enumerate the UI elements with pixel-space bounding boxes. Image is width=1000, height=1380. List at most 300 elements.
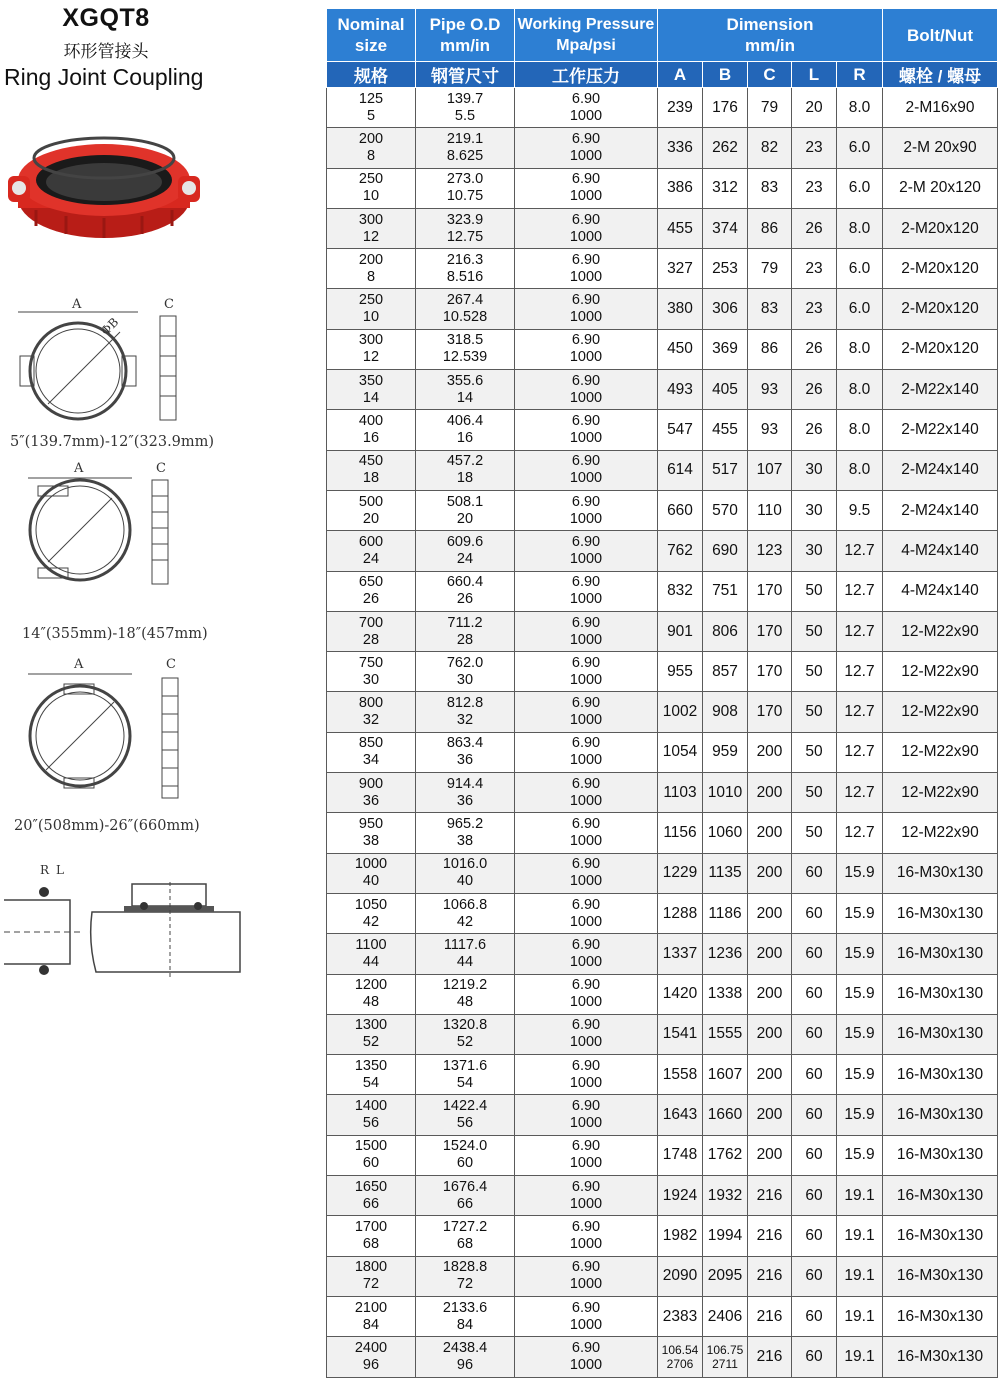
- cell-pipe-od: 1727.2 68: [416, 1216, 515, 1256]
- table-row: [327, 571, 998, 611]
- cell-dim-b: 517: [703, 450, 748, 490]
- cell-dim-c: 86: [748, 208, 792, 248]
- cell-working-pressure: 6.90 1000: [515, 370, 658, 410]
- cell-pipe-od: 2133.6 84: [416, 1296, 515, 1336]
- cell-bolt-nut: 2-M24x140: [883, 490, 998, 530]
- cell-dim-r: 12.7: [837, 813, 883, 853]
- cell-dim-l: 60: [792, 934, 837, 974]
- cell-dim-r: 12.7: [837, 652, 883, 692]
- table-row: [327, 893, 998, 933]
- cell-bolt-nut: 2-M24x140: [883, 450, 998, 490]
- cell-bolt-nut: 2-M20x120: [883, 329, 998, 369]
- cell-dim-a: 955: [658, 652, 703, 692]
- cell-dim-b: 570: [703, 490, 748, 530]
- groove-detail-drawing: [4, 862, 244, 982]
- cell-dim-b: 1660: [703, 1095, 748, 1135]
- cell-working-pressure: 6.90 1000: [515, 652, 658, 692]
- cell-dim-l: 60: [792, 1135, 837, 1175]
- cell-dim-a: 1288: [658, 893, 703, 933]
- cell-dim-b: 806: [703, 611, 748, 651]
- cell-pipe-od: 762.0 30: [416, 652, 515, 692]
- cell-working-pressure: 6.90 1000: [515, 450, 658, 490]
- cell-working-pressure: 6.90 1000: [515, 88, 658, 128]
- cell-nominal-size: 1500 60: [327, 1135, 416, 1175]
- cell-dim-b: 312: [703, 168, 748, 208]
- cell-nominal-size: 1000 40: [327, 853, 416, 893]
- cell-dim-l: 60: [792, 893, 837, 933]
- cell-working-pressure: 6.90 1000: [515, 1014, 658, 1054]
- table-row: [327, 1055, 998, 1095]
- cell-pipe-od: 139.7 5.5: [416, 88, 515, 128]
- cell-nominal-size: 1350 54: [327, 1055, 416, 1095]
- range-label-1: 5″(139.7mm)-12″(323.9mm): [10, 434, 215, 450]
- cell-dim-a: 1054: [658, 732, 703, 772]
- cell-dim-l: 50: [792, 652, 837, 692]
- cell-pipe-od: 508.1 20: [416, 490, 515, 530]
- table-row: [327, 1296, 998, 1336]
- cell-working-pressure: 6.90 1000: [515, 813, 658, 853]
- cell-dim-b: 1555: [703, 1014, 748, 1054]
- cell-bolt-nut: 12-M22x90: [883, 773, 998, 813]
- cell-dim-b: 1060: [703, 813, 748, 853]
- cell-dim-l: 60: [792, 1055, 837, 1095]
- cell-dim-l: 30: [792, 531, 837, 571]
- cell-dim-a: 1558: [658, 1055, 703, 1095]
- table-row: [327, 329, 998, 369]
- model-number: XGQT8: [62, 4, 150, 32]
- cell-nominal-size: 600 24: [327, 531, 416, 571]
- cell-dim-c: 200: [748, 732, 792, 772]
- cell-dim-c: 93: [748, 410, 792, 450]
- range-label-3: 20″(508mm)-26″(660mm): [14, 818, 200, 834]
- cell-nominal-size: 1400 56: [327, 1095, 416, 1135]
- cell-dim-l: 26: [792, 370, 837, 410]
- cell-dim-a: 327: [658, 249, 703, 289]
- cell-working-pressure: 6.90 1000: [515, 934, 658, 974]
- cell-working-pressure: 6.90 1000: [515, 1256, 658, 1296]
- cell-dim-r: 8.0: [837, 88, 883, 128]
- cell-dim-a: 1229: [658, 853, 703, 893]
- cell-nominal-size: 750 30: [327, 652, 416, 692]
- cell-nominal-size: 450 18: [327, 450, 416, 490]
- cell-working-pressure: 6.90 1000: [515, 289, 658, 329]
- cell-dim-l: 30: [792, 450, 837, 490]
- cell-dim-c: 200: [748, 1055, 792, 1095]
- cell-dim-b: 1236: [703, 934, 748, 974]
- dim-a-label-3: A: [74, 657, 84, 672]
- cell-nominal-size: 1700 68: [327, 1216, 416, 1256]
- cell-dim-b: 1932: [703, 1176, 748, 1216]
- cell-dim-c: 110: [748, 490, 792, 530]
- cell-bolt-nut: 12-M22x90: [883, 611, 998, 651]
- cell-nominal-size: 950 38: [327, 813, 416, 853]
- header-pressure-cn: 工作压力: [515, 62, 658, 88]
- cell-dim-a: 386: [658, 168, 703, 208]
- cell-dim-a: 547: [658, 410, 703, 450]
- cell-pipe-od: 1371.6 54: [416, 1055, 515, 1095]
- table-row: [327, 1135, 998, 1175]
- cell-pipe-od: 406.4 16: [416, 410, 515, 450]
- cell-dim-r: 19.1: [837, 1216, 883, 1256]
- cell-pipe-od: 1524.0 60: [416, 1135, 515, 1175]
- cell-dim-c: 216: [748, 1216, 792, 1256]
- table-row: [327, 1256, 998, 1296]
- header-dim-c: C: [748, 62, 792, 88]
- cell-working-pressure: 6.90 1000: [515, 128, 658, 168]
- cell-bolt-nut: 16-M30x130: [883, 1176, 998, 1216]
- cell-bolt-nut: 16-M30x130: [883, 853, 998, 893]
- cell-dim-c: 86: [748, 329, 792, 369]
- cell-dim-a: 832: [658, 571, 703, 611]
- cell-dim-c: 200: [748, 974, 792, 1014]
- cell-working-pressure: 6.90 1000: [515, 974, 658, 1014]
- cell-dim-a: 901: [658, 611, 703, 651]
- cell-nominal-size: 1300 52: [327, 1014, 416, 1054]
- cell-dim-b: 959: [703, 732, 748, 772]
- cell-dim-l: 23: [792, 289, 837, 329]
- cell-bolt-nut: 12-M22x90: [883, 652, 998, 692]
- cell-dim-l: 60: [792, 1296, 837, 1336]
- cell-bolt-nut: 16-M30x130: [883, 1014, 998, 1054]
- cell-dim-b: 908: [703, 692, 748, 732]
- cell-bolt-nut: 16-M30x130: [883, 974, 998, 1014]
- cell-nominal-size: 300 12: [327, 329, 416, 369]
- cell-dim-l: 23: [792, 249, 837, 289]
- header-pipe-od: Pipe O.D mm/in: [416, 9, 515, 62]
- cell-dim-c: 79: [748, 249, 792, 289]
- cell-dim-b: 374: [703, 208, 748, 248]
- cell-nominal-size: 2100 84: [327, 1296, 416, 1336]
- cell-dim-l: 50: [792, 732, 837, 772]
- table-row: [327, 611, 998, 651]
- cell-dim-c: 107: [748, 450, 792, 490]
- cell-nominal-size: 1050 42: [327, 893, 416, 933]
- cell-working-pressure: 6.90 1000: [515, 611, 658, 651]
- cell-dim-r: 12.7: [837, 571, 883, 611]
- cell-pipe-od: 457.2 18: [416, 450, 515, 490]
- table-row: [327, 370, 998, 410]
- cell-dim-c: 82: [748, 128, 792, 168]
- cell-bolt-nut: 12-M22x90: [883, 692, 998, 732]
- table-row: [327, 88, 998, 128]
- cell-pipe-od: 1676.4 66: [416, 1176, 515, 1216]
- table-row: [327, 490, 998, 530]
- drawing-large: [20, 656, 200, 806]
- product-name-en: Ring Joint Coupling: [4, 64, 204, 90]
- cell-dim-c: 200: [748, 1014, 792, 1054]
- cell-pipe-od: 323.9 12.75: [416, 208, 515, 248]
- cell-pipe-od: 216.3 8.516: [416, 249, 515, 289]
- cell-working-pressure: 6.90 1000: [515, 531, 658, 571]
- cell-dim-b: 690: [703, 531, 748, 571]
- cell-dim-r: 19.1: [837, 1256, 883, 1296]
- cell-dim-r: 19.1: [837, 1296, 883, 1336]
- cell-dim-r: 6.0: [837, 289, 883, 329]
- table-row: [327, 1216, 998, 1256]
- cell-bolt-nut: 2-M22x140: [883, 410, 998, 450]
- cell-bolt-nut: 4-M24x140: [883, 531, 998, 571]
- cell-bolt-nut: 16-M30x130: [883, 893, 998, 933]
- cell-nominal-size: 1650 66: [327, 1176, 416, 1216]
- cell-dim-b: 751: [703, 571, 748, 611]
- cell-pipe-od: 355.6 14: [416, 370, 515, 410]
- cell-dim-c: 200: [748, 773, 792, 813]
- cell-dim-a: 2090: [658, 1256, 703, 1296]
- cell-dim-c: 200: [748, 813, 792, 853]
- cell-bolt-nut: 16-M30x130: [883, 1296, 998, 1336]
- cell-dim-b: 2095: [703, 1256, 748, 1296]
- table-row: [327, 692, 998, 732]
- cell-dim-a: 1420: [658, 974, 703, 1014]
- cell-working-pressure: 6.90 1000: [515, 329, 658, 369]
- cell-dim-r: 19.1: [837, 1337, 883, 1377]
- cell-working-pressure: 6.90 1000: [515, 1216, 658, 1256]
- cell-nominal-size: 350 14: [327, 370, 416, 410]
- cell-pipe-od: 318.5 12.539: [416, 329, 515, 369]
- cell-dim-b: 455: [703, 410, 748, 450]
- cell-working-pressure: 6.90 1000: [515, 1055, 658, 1095]
- spec-table-body: [327, 88, 998, 1378]
- table-row: [327, 249, 998, 289]
- cell-bolt-nut: 16-M30x130: [883, 1095, 998, 1135]
- cell-working-pressure: 6.90 1000: [515, 208, 658, 248]
- cell-dim-r: 9.5: [837, 490, 883, 530]
- header-dim-a: A: [658, 62, 703, 88]
- spec-table-wrap: [326, 8, 997, 1378]
- cell-dim-b: 176: [703, 88, 748, 128]
- cell-working-pressure: 6.90 1000: [515, 571, 658, 611]
- cell-bolt-nut: 16-M30x130: [883, 934, 998, 974]
- cell-dim-r: 8.0: [837, 329, 883, 369]
- dim-c-label-3: C: [166, 657, 176, 672]
- dim-b-label: ΦB: [98, 315, 122, 339]
- cell-dim-c: 170: [748, 611, 792, 651]
- cell-pipe-od: 2438.4 96: [416, 1337, 515, 1377]
- header-nominal: Nominal size: [327, 9, 416, 62]
- product-name-cn: 环形管接头: [63, 42, 149, 61]
- cell-dim-a: 380: [658, 289, 703, 329]
- cell-dim-a: 1337: [658, 934, 703, 974]
- table-row: [327, 974, 998, 1014]
- cell-working-pressure: 6.90 1000: [515, 1135, 658, 1175]
- dim-c-label: C: [164, 297, 174, 312]
- cell-dim-l: 60: [792, 1256, 837, 1296]
- table-row: [327, 531, 998, 571]
- cell-dim-l: 60: [792, 1176, 837, 1216]
- cell-dim-r: 15.9: [837, 974, 883, 1014]
- cell-dim-l: 60: [792, 853, 837, 893]
- cell-nominal-size: 1100 44: [327, 934, 416, 974]
- cell-dim-b: 405: [703, 370, 748, 410]
- cell-dim-r: 15.9: [837, 1135, 883, 1175]
- dim-r-label: R: [40, 863, 50, 877]
- cell-dim-b: 2406: [703, 1296, 748, 1336]
- cell-dim-b: 1135: [703, 853, 748, 893]
- header-dimension: Dimension mm/in: [658, 9, 883, 62]
- header-dim-l: L: [792, 62, 837, 88]
- cell-dim-l: 60: [792, 974, 837, 1014]
- product-panel: [0, 0, 320, 1380]
- cell-dim-c: 200: [748, 1095, 792, 1135]
- cell-dim-r: 15.9: [837, 853, 883, 893]
- cell-dim-l: 30: [792, 490, 837, 530]
- cell-working-pressure: 6.90 1000: [515, 1337, 658, 1377]
- cell-dim-b: 306: [703, 289, 748, 329]
- cell-dim-a: 1643: [658, 1095, 703, 1135]
- cell-dim-b: 1994: [703, 1216, 748, 1256]
- header-pipe-cn: 钢管尺寸: [416, 62, 515, 88]
- cell-pipe-od: 863.4 36: [416, 732, 515, 772]
- table-row: [327, 410, 998, 450]
- cell-bolt-nut: 2-M16x90: [883, 88, 998, 128]
- table-row: [327, 732, 998, 772]
- cell-working-pressure: 6.90 1000: [515, 692, 658, 732]
- cell-dim-a: 1103: [658, 773, 703, 813]
- cell-bolt-nut: 16-M30x130: [883, 1055, 998, 1095]
- drawing-small: [8, 296, 208, 426]
- cell-dim-r: 8.0: [837, 410, 883, 450]
- table-row: [327, 934, 998, 974]
- cell-dim-c: 170: [748, 692, 792, 732]
- cell-pipe-od: 1828.8 72: [416, 1256, 515, 1296]
- table-row: [327, 208, 998, 248]
- cell-dim-c: 170: [748, 571, 792, 611]
- cell-nominal-size: 900 36: [327, 773, 416, 813]
- cell-dim-r: 6.0: [837, 168, 883, 208]
- table-row: [327, 128, 998, 168]
- cell-dim-a: 614: [658, 450, 703, 490]
- cell-pipe-od: 914.4 36: [416, 773, 515, 813]
- table-row: [327, 1095, 998, 1135]
- cell-bolt-nut: 12-M22x90: [883, 732, 998, 772]
- cell-dim-l: 26: [792, 329, 837, 369]
- cell-dim-l: 60: [792, 1095, 837, 1135]
- cell-dim-r: 8.0: [837, 450, 883, 490]
- cell-working-pressure: 6.90 1000: [515, 732, 658, 772]
- cell-dim-a: 106.54 2706: [658, 1337, 703, 1377]
- cell-dim-l: 23: [792, 128, 837, 168]
- cell-dim-r: 19.1: [837, 1176, 883, 1216]
- cell-pipe-od: 609.6 24: [416, 531, 515, 571]
- cell-working-pressure: 6.90 1000: [515, 1296, 658, 1336]
- cell-pipe-od: 812.8 32: [416, 692, 515, 732]
- cell-nominal-size: 400 16: [327, 410, 416, 450]
- cell-bolt-nut: 16-M30x130: [883, 1256, 998, 1296]
- cell-working-pressure: 6.90 1000: [515, 1176, 658, 1216]
- cell-bolt-nut: 2-M20x120: [883, 208, 998, 248]
- cell-dim-c: 216: [748, 1176, 792, 1216]
- cell-nominal-size: 125 5: [327, 88, 416, 128]
- cell-dim-l: 26: [792, 410, 837, 450]
- cell-dim-r: 15.9: [837, 1095, 883, 1135]
- header-bolt: Bolt/Nut: [883, 9, 998, 62]
- cell-dim-r: 6.0: [837, 128, 883, 168]
- cell-pipe-od: 1320.8 52: [416, 1014, 515, 1054]
- cell-dim-r: 12.7: [837, 692, 883, 732]
- range-label-2: 14″(355mm)-18″(457mm): [22, 626, 208, 642]
- header-pressure: Working Pressure Mpa/psi: [515, 9, 658, 62]
- cell-dim-r: 6.0: [837, 249, 883, 289]
- cell-working-pressure: 6.90 1000: [515, 168, 658, 208]
- cell-working-pressure: 6.90 1000: [515, 249, 658, 289]
- cell-dim-l: 60: [792, 1216, 837, 1256]
- cell-dim-c: 93: [748, 370, 792, 410]
- table-row: [327, 1176, 998, 1216]
- cell-nominal-size: 250 10: [327, 168, 416, 208]
- table-row: [327, 450, 998, 490]
- cell-nominal-size: 200 8: [327, 249, 416, 289]
- table-row: [327, 853, 998, 893]
- cell-dim-c: 200: [748, 893, 792, 933]
- cell-pipe-od: 1219.2 48: [416, 974, 515, 1014]
- cell-pipe-od: 965.2 38: [416, 813, 515, 853]
- cell-dim-a: 660: [658, 490, 703, 530]
- dim-c-label-2: C: [156, 462, 166, 476]
- cell-dim-c: 216: [748, 1337, 792, 1377]
- cell-dim-b: 106.75 2711: [703, 1337, 748, 1377]
- cell-dim-a: 239: [658, 88, 703, 128]
- table-row: [327, 1337, 998, 1377]
- drawing-medium: [20, 462, 200, 592]
- header-bolt-cn: 螺栓 / 螺母: [883, 62, 998, 88]
- cell-dim-l: 50: [792, 611, 837, 651]
- cell-dim-c: 79: [748, 88, 792, 128]
- table-row: [327, 289, 998, 329]
- cell-nominal-size: 1800 72: [327, 1256, 416, 1296]
- cell-working-pressure: 6.90 1000: [515, 773, 658, 813]
- cell-dim-r: 15.9: [837, 1055, 883, 1095]
- cell-dim-r: 8.0: [837, 208, 883, 248]
- cell-dim-l: 50: [792, 773, 837, 813]
- table-row: [327, 813, 998, 853]
- cell-dim-c: 83: [748, 168, 792, 208]
- table-row: [327, 1014, 998, 1054]
- cell-pipe-od: 1066.8 42: [416, 893, 515, 933]
- cell-nominal-size: 300 12: [327, 208, 416, 248]
- cell-dim-l: 26: [792, 208, 837, 248]
- header-nominal-cn: 规格: [327, 62, 416, 88]
- cell-dim-a: 450: [658, 329, 703, 369]
- cell-dim-b: 369: [703, 329, 748, 369]
- cell-dim-b: 1762: [703, 1135, 748, 1175]
- cell-dim-a: 1982: [658, 1216, 703, 1256]
- cell-dim-r: 8.0: [837, 370, 883, 410]
- coupling-photo: [6, 118, 202, 248]
- cell-dim-a: 493: [658, 370, 703, 410]
- cell-dim-a: 1156: [658, 813, 703, 853]
- cell-pipe-od: 660.4 26: [416, 571, 515, 611]
- cell-dim-r: 12.7: [837, 531, 883, 571]
- cell-dim-a: 1924: [658, 1176, 703, 1216]
- cell-bolt-nut: 16-M30x130: [883, 1135, 998, 1175]
- cell-dim-c: 123: [748, 531, 792, 571]
- table-row: [327, 773, 998, 813]
- cell-nominal-size: 250 10: [327, 289, 416, 329]
- cell-bolt-nut: 2-M 20x90: [883, 128, 998, 168]
- cell-pipe-od: 1422.4 56: [416, 1095, 515, 1135]
- cell-dim-r: 12.7: [837, 732, 883, 772]
- header-dim-r: R: [837, 62, 883, 88]
- header-dim-b: B: [703, 62, 748, 88]
- cell-dim-b: 1607: [703, 1055, 748, 1095]
- cell-nominal-size: 1200 48: [327, 974, 416, 1014]
- cell-pipe-od: 711.2 28: [416, 611, 515, 651]
- cell-dim-l: 50: [792, 692, 837, 732]
- cell-nominal-size: 500 20: [327, 490, 416, 530]
- cell-dim-r: 12.7: [837, 773, 883, 813]
- cell-dim-b: 1186: [703, 893, 748, 933]
- dim-a-label: A: [72, 297, 82, 312]
